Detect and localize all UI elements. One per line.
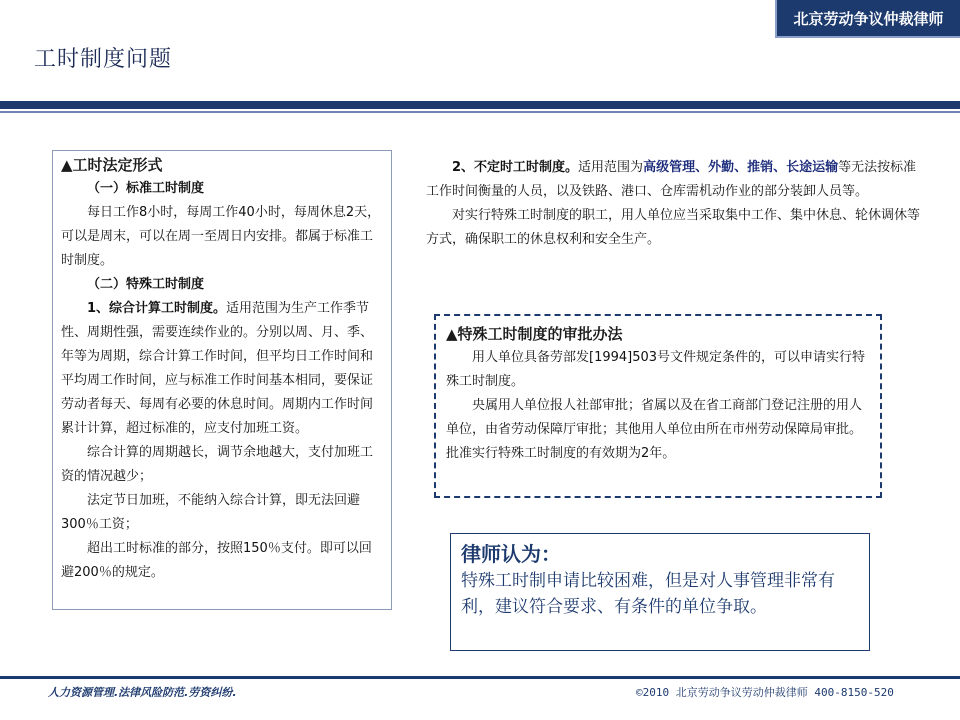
lawyer-opinion-box (450, 533, 870, 651)
flexible-hours-scope-prefix: 适用范围为 (578, 160, 644, 175)
header-divider-thin (0, 111, 960, 113)
footer-tagline: 人力资源管理.法律风险防范.劳资纠纷. (48, 686, 237, 699)
holiday-note: 法定节日加班，不能纳入综合计算，即无法回避300％工资； (61, 493, 361, 532)
flexible-hours-highlight: 高级管理、外勤、推销、长途运输 (643, 160, 839, 175)
footer-contact: ©2010 北京劳动争议劳动仲裁律师 400-8150-520 (636, 686, 894, 699)
flexible-hours-section (426, 156, 922, 252)
statutory-forms-heading: ▲工时法定形式 (61, 156, 163, 174)
cycle-note: 综合计算的周期越长，调节余地越大，支付加班工资的情况越少； (61, 445, 374, 484)
rest-arrangement-text: 对实行特殊工时制度的职工，用人单位应当采取集中工作、集中休息、轮休调休等方式，确保职工的休息权利和安全生产。 (426, 208, 921, 247)
overtime-note: 超出工时标准的部分，按照150％支付。即可以回避200％的规定。 (61, 541, 372, 580)
comprehensive-hours-text (61, 297, 383, 441)
flexible-hours-label: 2、不定时工时制度。 (452, 160, 579, 175)
page-title: 工时制度问题 (34, 47, 173, 72)
approval-heading: ▲特殊工时制度的审批办法 (446, 325, 623, 343)
footer-divider (0, 676, 960, 679)
approval-condition-text: 用人单位具备劳部发[1994]503号文件规定条件的，可以申请实行特殊工时制度。 (446, 350, 866, 389)
lawyer-opinion-heading: 律师认为： (461, 542, 561, 566)
comprehensive-hours-body: 适用范围为生产工作季节性、周期性强，需要连续作业的。分别以周、月、季、年等为周期，综合计算工作时间，但平均日工作时间和平均周工作时间，应与标准工作时间基本相同，要保证劳动者每天、每周有必要的休息时间。周期内工作时间累计计算，超过标准的，应支付加班工资。 (61, 301, 374, 436)
standard-hours-text: 每日工作8小时，每周工作40小时，每周休息2天，可以是周末，可以在周一至周日内安排。都属于标准工时制度。 (61, 205, 381, 268)
flexible-hours-text (426, 156, 922, 204)
special-hours-subheading: （二）特殊工时制度 (87, 277, 205, 292)
approval-method-box (434, 314, 882, 498)
approval-authority-text: 央属用人单位报人社部审批；省属以及在省工商部门登记注册的用人单位，由省劳动保障厅审批；其他用人单位由所在市州劳动保障局审批。批准实行特殊工时制度的有效期为2年。 (446, 398, 863, 461)
statutory-hours-panel (52, 150, 392, 610)
standard-hours-subheading: （一）标准工时制度 (87, 181, 205, 196)
lawyer-opinion-text: 特殊工时制申请比较困难，但是对人事管理非常有利，建议符合要求、有条件的单位争取。 (461, 571, 835, 617)
brand-badge: 北京劳动争议仲裁律师 (775, 0, 960, 38)
flexible-hours-scope-rest: 等无法按标准工作时间衡量的人员，以及铁路、港口、仓库需机动作业的部分装卸人员等。 (426, 160, 917, 199)
header-divider (0, 101, 960, 109)
comprehensive-hours-label: 1、综合计算工时制度。 (87, 301, 227, 316)
